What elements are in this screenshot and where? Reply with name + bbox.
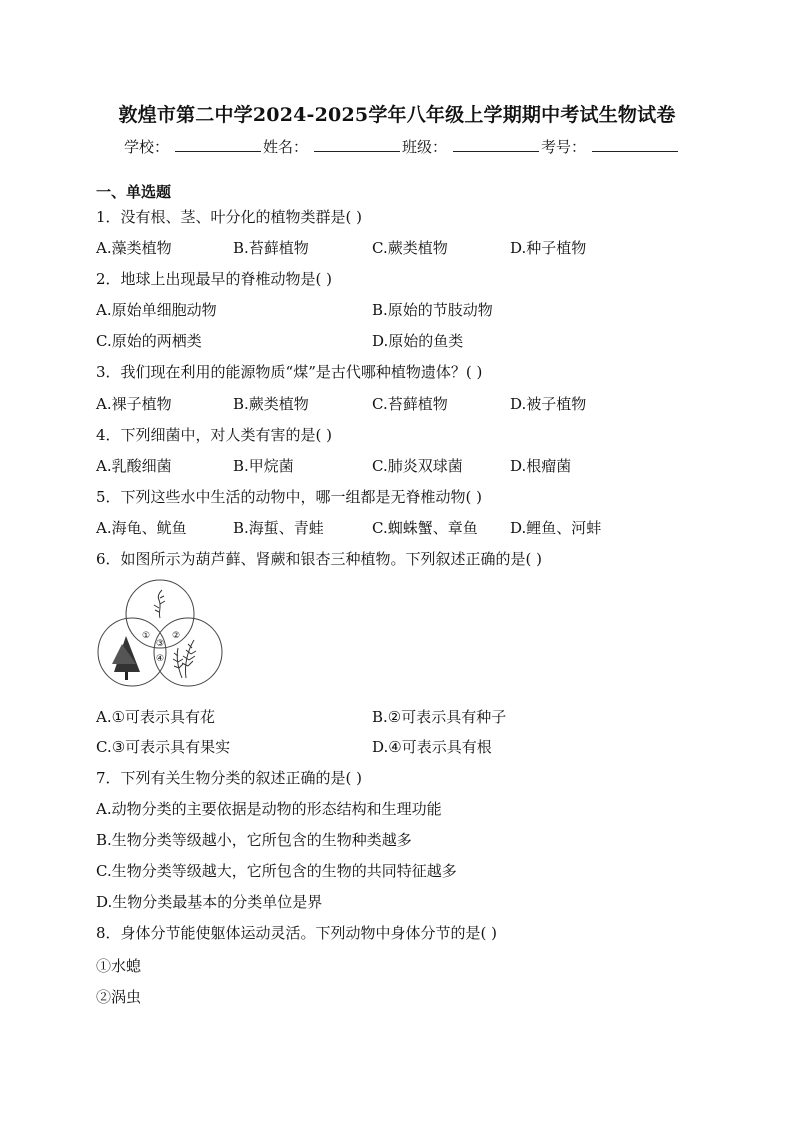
name-blank[interactable] bbox=[314, 137, 400, 152]
exam-number-blank[interactable] bbox=[592, 137, 678, 152]
exam-number-label: 考号： bbox=[541, 138, 587, 156]
venn-circle-moss bbox=[126, 580, 194, 648]
option-b[interactable]: B.海蜇、青蛙 bbox=[233, 519, 324, 537]
class-label: 班级： bbox=[402, 138, 448, 156]
question-stem: 2．地球上出现最早的脊椎动物是( ) bbox=[96, 270, 333, 288]
question-stem: 3．我们现在利用的能源物质“煤”是古代哪种植物遗体？( ) bbox=[96, 363, 483, 381]
option-b[interactable]: B.②可表示具有种子 bbox=[372, 708, 507, 726]
option-a[interactable]: A.原始单细胞动物 bbox=[96, 301, 217, 319]
option-d[interactable]: D.鲤鱼、河蚌 bbox=[510, 519, 602, 537]
option-b[interactable]: B.蕨类植物 bbox=[233, 395, 309, 413]
class-blank[interactable] bbox=[453, 137, 539, 152]
option-a[interactable]: A.①可表示具有花 bbox=[96, 708, 216, 726]
option-c[interactable]: C.生物分类等级越大，它所包含的生物的共同特征越多 bbox=[96, 862, 457, 880]
option-b[interactable]: B.甲烷菌 bbox=[233, 457, 294, 475]
list-item: ②涡虫 bbox=[96, 988, 142, 1006]
venn-label-1: ① bbox=[141, 631, 151, 641]
list-item: ①水螅 bbox=[96, 957, 142, 975]
venn-label-2: ② bbox=[171, 631, 181, 641]
option-d[interactable]: D.生物分类最基本的分类单位是界 bbox=[96, 893, 323, 911]
question-stem: 6．如图所示为葫芦藓、肾蕨和银杏三种植物。下列叙述正确的是( ) bbox=[96, 550, 543, 568]
question-stem: 1．没有根、茎、叶分化的植物类群是( ) bbox=[96, 208, 363, 226]
ginkgo-tree-icon bbox=[112, 636, 140, 680]
option-b[interactable]: B.生物分类等级越小，它所包含的生物种类越多 bbox=[96, 831, 412, 849]
option-c[interactable]: C.蜘蛛蟹、章鱼 bbox=[372, 519, 478, 537]
option-a[interactable]: A.裸子植物 bbox=[96, 395, 172, 413]
option-a[interactable]: A.乳酸细菌 bbox=[96, 457, 172, 475]
venn-diagram-figure bbox=[96, 578, 226, 690]
venn-label-3: ③ bbox=[155, 639, 165, 649]
option-a[interactable]: A.动物分类的主要依据是动物的形态结构和生理功能 bbox=[96, 800, 442, 818]
option-c[interactable]: C.肺炎双球菌 bbox=[372, 457, 463, 475]
option-d[interactable]: D.④可表示具有根 bbox=[372, 738, 492, 756]
question-stem: 5．下列这些水中生活的动物中，哪一组都是无脊椎动物( ) bbox=[96, 488, 483, 506]
option-d[interactable]: D.种子植物 bbox=[510, 239, 587, 257]
option-d[interactable]: D.被子植物 bbox=[510, 395, 587, 413]
option-b[interactable]: B.苔藓植物 bbox=[233, 239, 309, 257]
question-stem: 7．下列有关生物分类的叙述正确的是( ) bbox=[96, 769, 363, 787]
moss-icon bbox=[154, 590, 165, 618]
option-b[interactable]: B.原始的节肢动物 bbox=[372, 301, 493, 319]
section-title: 一、单选题 bbox=[96, 183, 172, 201]
option-c[interactable]: C.苔藓植物 bbox=[372, 395, 448, 413]
student-info-row bbox=[124, 136, 680, 157]
option-c[interactable]: C.原始的两栖类 bbox=[96, 332, 202, 350]
option-a[interactable]: A.海龟、鱿鱼 bbox=[96, 519, 187, 537]
school-blank[interactable] bbox=[175, 137, 261, 152]
question-stem: 8．身体分节能使躯体运动灵活。下列动物中身体分节的是( ) bbox=[96, 924, 498, 942]
question-stem: 4．下列细菌中，对人类有害的是( ) bbox=[96, 426, 333, 444]
option-d[interactable]: D.原始的鱼类 bbox=[372, 332, 464, 350]
fern-icon bbox=[173, 640, 196, 678]
option-c[interactable]: C.③可表示具有果实 bbox=[96, 738, 231, 756]
option-d[interactable]: D.根瘤菌 bbox=[510, 457, 572, 475]
school-label: 学校： bbox=[124, 138, 170, 156]
venn-label-4: ④ bbox=[155, 654, 165, 664]
name-label: 姓名： bbox=[263, 138, 309, 156]
option-a[interactable]: A.藻类植物 bbox=[96, 239, 172, 257]
option-c[interactable]: C.蕨类植物 bbox=[372, 239, 448, 257]
page-title: 敦煌市第二中学2024-2025学年八年级上学期期中考试生物试卷 bbox=[118, 104, 676, 126]
